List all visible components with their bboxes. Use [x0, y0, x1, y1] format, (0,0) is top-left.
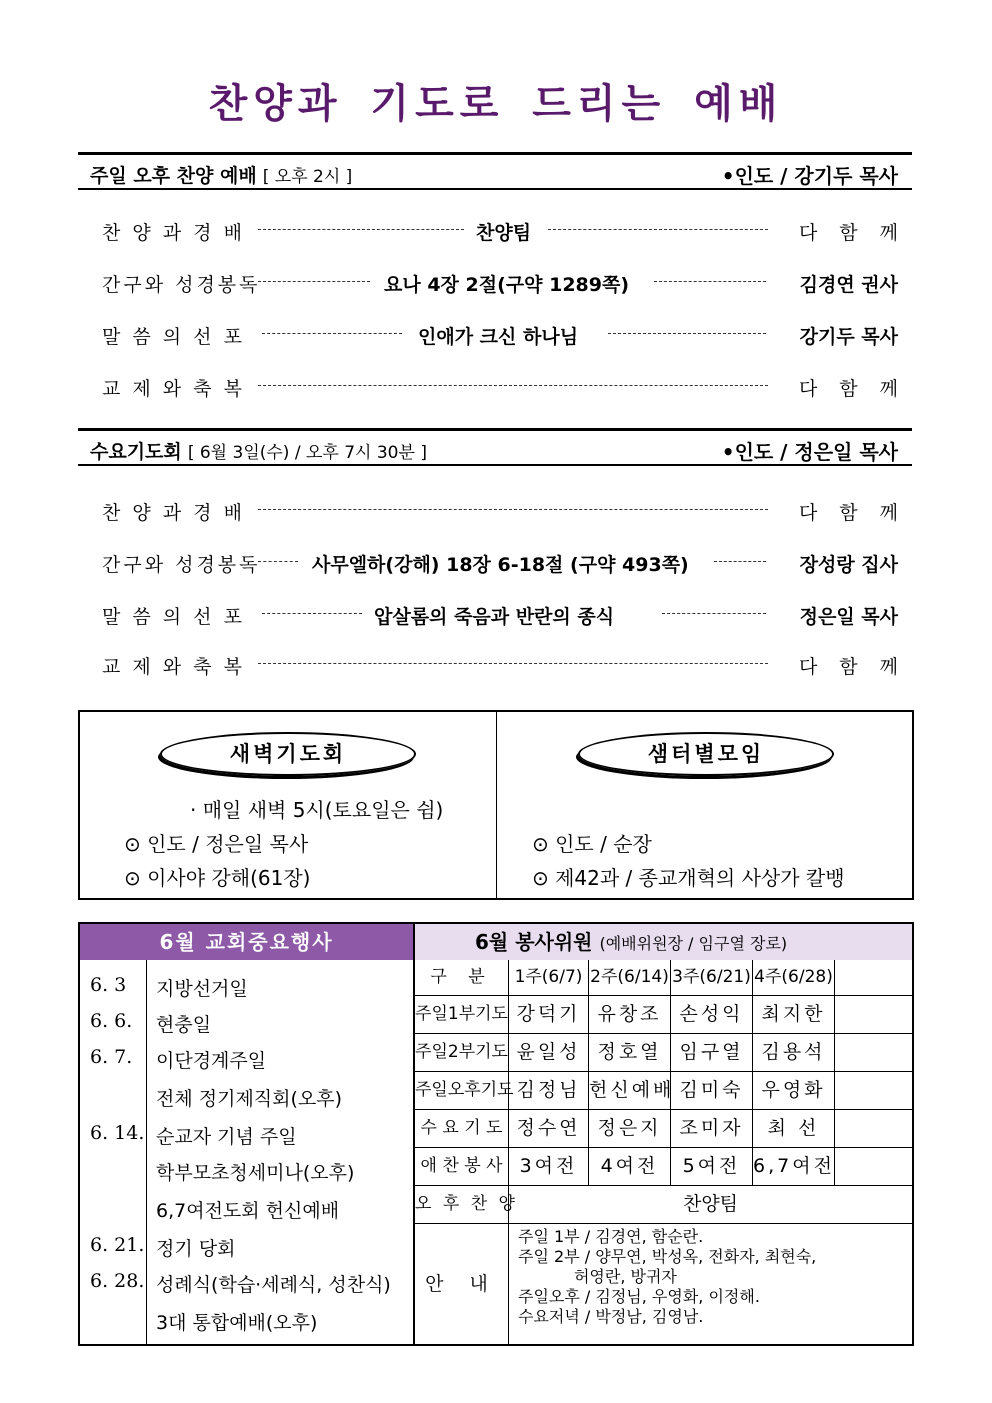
service-header-sub: (예배위원장 / 임구열 장로): [599, 934, 788, 953]
row-person: 다함께: [798, 656, 920, 678]
service-row-label: 주일2부기도: [415, 1034, 509, 1072]
column-header: 1주(6/7): [509, 960, 589, 996]
cell-group-lesson: ⊙ 제42과 / 종교개혁의 사상가 칼뱅: [532, 866, 845, 890]
event-date: 6. 6.: [90, 1010, 133, 1032]
guide-line: 주일오후 / 김정님, 우영화, 이정해.: [518, 1287, 760, 1306]
event-date: 6. 21.: [90, 1234, 145, 1256]
service-cell: 우영화: [753, 1072, 835, 1110]
column-header: 구 분: [415, 960, 509, 996]
leader-dashes: [548, 229, 768, 230]
leader-dashes: [258, 385, 768, 386]
event-text: 정기 당회: [156, 1238, 236, 1260]
service-cell: 김용석: [753, 1034, 835, 1072]
service-cell: 4여전: [589, 1148, 671, 1186]
leader-dashes: [662, 613, 766, 614]
leader-dashes: [262, 613, 362, 614]
events-header: 6월 교회중요행사: [80, 924, 413, 960]
leader-dashes: [258, 663, 768, 664]
service-row-label: 주일1부기도: [415, 996, 509, 1034]
service-row-label: 애 찬 봉 사: [415, 1148, 509, 1186]
leader-dashes: [262, 333, 402, 334]
cell-group-title: 샘터별모임: [578, 732, 834, 776]
dawn-prayer-topic: ⊙ 이사야 강해(61장): [124, 866, 311, 890]
guide-label: 안 내: [415, 1224, 509, 1346]
event-text: 3대 통합예배(오후): [156, 1312, 318, 1334]
row-label: 찬 양 과 경 배: [102, 222, 245, 244]
wednesday-service-time: [ 6월 3일(수) / 오후 7시 30분 ]: [187, 443, 427, 463]
leader-dashes: [608, 333, 766, 334]
sunday-row: [102, 214, 920, 246]
row-person: 다함께: [798, 222, 920, 244]
leader-dashes: [258, 561, 298, 562]
wednesday-row: [102, 546, 898, 578]
guide-line: 주일 2부 / 양무연, 박성옥, 전화자, 최현숙,: [518, 1247, 817, 1266]
service-cell: 최지한: [753, 996, 835, 1034]
service-cell: [835, 996, 912, 1034]
service-cell: [835, 1072, 912, 1110]
service-cell: 최 선: [753, 1110, 835, 1148]
service-row-label: 주일오후기도: [415, 1072, 509, 1110]
event-text: 성례식(학습‧세례식, 성찬식): [156, 1274, 391, 1296]
row-label: 찬 양 과 경 배: [102, 502, 245, 524]
sunday-service-leader: •인도 / 강기두 목사: [721, 164, 898, 188]
guide-list: [518, 1227, 816, 1327]
guide-line: 허영란, 방귀자: [518, 1267, 677, 1286]
row-content: 찬양팀: [476, 222, 532, 244]
sunday-row: [102, 318, 898, 350]
row-person: 장성랑 집사: [799, 554, 898, 576]
row-content: 인애가 크신 하나님: [418, 326, 579, 348]
event-text: 6,7여전도회 헌신예배: [156, 1200, 340, 1222]
dawn-prayer-leader: ⊙ 인도 / 정은일 목사: [124, 832, 309, 856]
wednesday-row: [102, 598, 898, 630]
sunday-row: [102, 266, 898, 298]
afternoon-praise-label: 오 후 찬 양: [415, 1186, 509, 1224]
column-header: 3주(6/21): [671, 960, 753, 996]
wednesday-service-title: 수요기도회: [90, 441, 182, 463]
leader-dashes: [258, 281, 370, 282]
cell-group-leader: ⊙ 인도 / 순장: [532, 832, 652, 856]
row-person: 정은일 목사: [799, 606, 898, 628]
service-cell: 윤일성: [509, 1034, 589, 1072]
service-cell: 손성익: [671, 996, 753, 1034]
event-text: 이단경계주일: [156, 1050, 267, 1072]
service-cell: 헌신예배: [589, 1072, 671, 1110]
row-label: 간구와 성경봉독: [102, 274, 261, 296]
service-cell: 5여전: [671, 1148, 753, 1186]
service-cell: 정은지: [589, 1110, 671, 1148]
wednesday-row: [102, 648, 920, 680]
service-cell: 강덕기: [509, 996, 589, 1034]
event-date: 6. 14.: [90, 1122, 145, 1144]
guide-line: 주일 1부 / 김경연, 함순란.: [518, 1227, 704, 1246]
meetings-box: [78, 710, 914, 900]
event-text: 순교자 기념 주일: [156, 1126, 297, 1148]
event-text: 전체 정기제직회(오후): [156, 1088, 343, 1110]
leader-dashes: [258, 509, 768, 510]
column-header: [835, 960, 912, 996]
event-date: 6. 3: [90, 974, 127, 996]
service-header-title: 6월 봉사위원: [475, 930, 593, 954]
afternoon-praise-value: 찬양팀: [509, 1186, 912, 1224]
row-label: 간구와 성경봉독: [102, 554, 261, 576]
service-cell: 조미자: [671, 1110, 753, 1148]
row-label: 교 제 와 축 복: [102, 378, 245, 400]
bulletin-title: 찬양과 기도로 드리는 예배: [208, 81, 784, 127]
row-content: 사무엘하(강해) 18장 6-18절 (구약 493쪽): [312, 554, 689, 576]
row-label: 말 씀 의 선 포: [102, 606, 245, 628]
event-text: 학부모초청세미나(오후): [156, 1162, 355, 1184]
row-person: 다함께: [798, 502, 920, 524]
row-label: 말 씀 의 선 포: [102, 326, 245, 348]
column-header: 4주(6/28): [753, 960, 835, 996]
service-cell: 3여전: [509, 1148, 589, 1186]
sunday-service-header: [78, 152, 912, 190]
service-cell: 6,7여전: [753, 1148, 835, 1186]
event-date: 6. 28.: [90, 1270, 145, 1292]
row-content: 요나 4장 2절(구약 1289쪽): [384, 274, 630, 296]
service-cell: 임구열: [671, 1034, 753, 1072]
row-content: 압살롬의 죽음과 반란의 종식: [374, 606, 615, 628]
row-person: 강기두 목사: [799, 326, 898, 348]
guide-line: 수요저녁 / 박정남, 김영남.: [518, 1307, 704, 1326]
leader-dashes: [714, 561, 766, 562]
service-header: [415, 924, 912, 960]
dawn-prayer-title: 새벽기도회: [160, 732, 416, 776]
leader-dashes: [654, 281, 766, 282]
row-person: 다함께: [798, 378, 920, 400]
column-header: 2주(6/14): [589, 960, 671, 996]
service-cell: 유창조: [589, 996, 671, 1034]
sunday-service-title: 주일 오후 찬양 예배: [90, 165, 257, 187]
bottom-tables: [78, 922, 914, 1346]
events-date-separator: [146, 960, 147, 1344]
sunday-service-time: [ 오후 2시 ]: [262, 167, 353, 187]
wednesday-service-leader: •인도 / 정은일 목사: [721, 440, 898, 464]
row-label: 교 제 와 축 복: [102, 656, 245, 678]
event-text: 현충일: [156, 1014, 212, 1036]
service-cell: [835, 1148, 912, 1186]
dawn-prayer-schedule: · 매일 새벽 5시(토요일은 쉼): [190, 798, 444, 822]
box-divider: [496, 712, 497, 898]
service-cell: 정수연: [509, 1110, 589, 1148]
row-person: 김경연 권사: [799, 274, 898, 296]
event-date: 6. 7.: [90, 1046, 133, 1068]
event-text: 지방선거일: [156, 978, 248, 1000]
wednesday-service-header: [78, 428, 912, 466]
sunday-row: [102, 370, 920, 402]
service-cell: 정호열: [589, 1034, 671, 1072]
service-cell: 김미숙: [671, 1072, 753, 1110]
service-row-label: 수 요 기 도: [415, 1110, 509, 1148]
leader-dashes: [258, 229, 464, 230]
wednesday-row: [102, 494, 920, 526]
service-cell: [835, 1034, 912, 1072]
service-cell: [835, 1110, 912, 1148]
service-cell: 김정님: [509, 1072, 589, 1110]
